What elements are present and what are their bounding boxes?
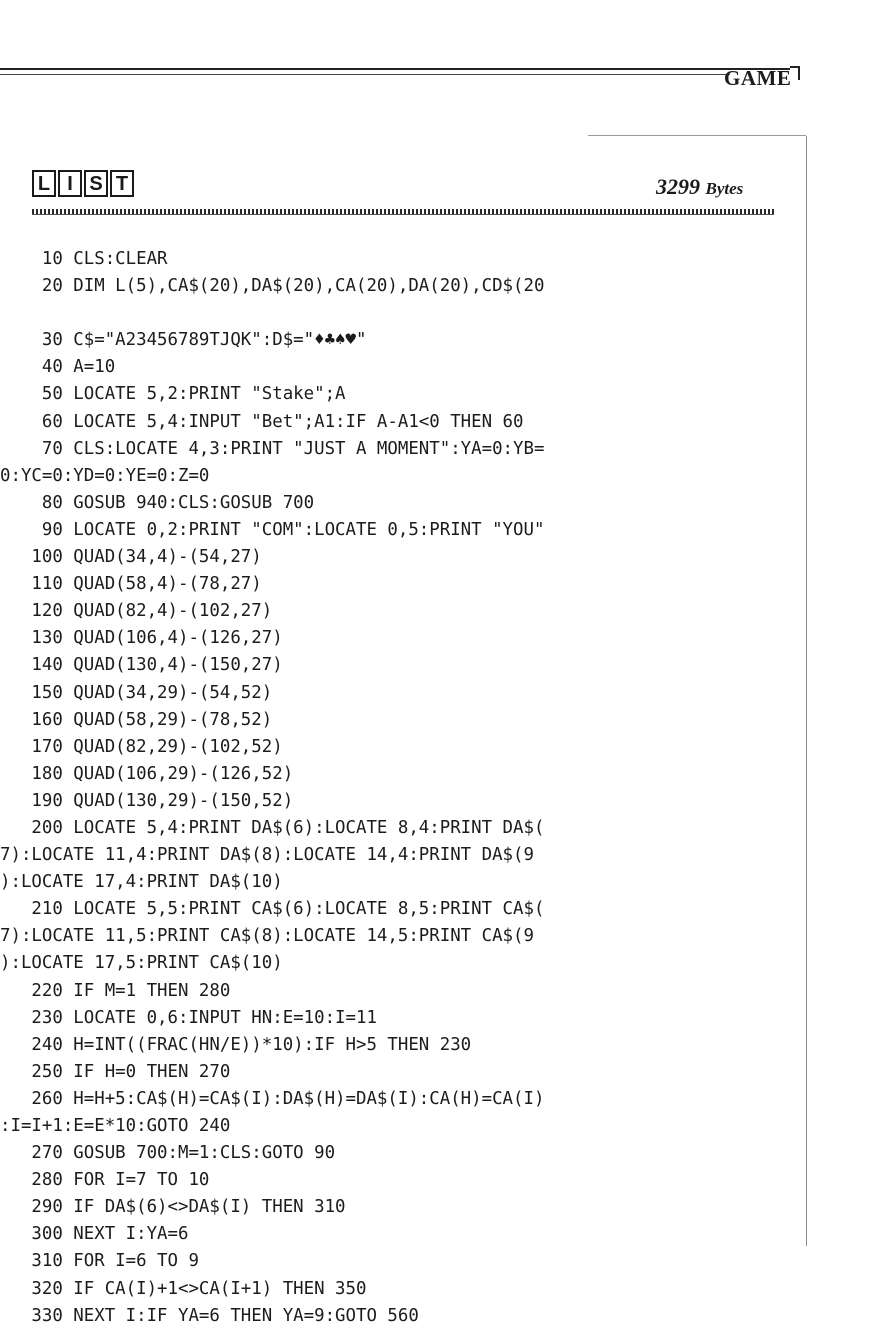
code-line: 160 QUAD(58,29)-(78,52) — [0, 709, 273, 730]
list-logo-letter: I — [58, 170, 82, 197]
code-line: 260 H=H+5:CA$(H)=CA$(I):DA$(H)=DA$(I):CA(H)=CA(I) — [0, 1088, 545, 1109]
code-line: 7):LOCATE 11,5:PRINT CA$(8):LOCATE 14,5:PRINT CA$(9 — [0, 926, 534, 947]
code-line: 320 IF CA(I)+1<>CA(I+1) THEN 350 — [0, 1278, 367, 1299]
code-line: ):LOCATE 17,4:PRINT DA$(10) — [0, 872, 283, 893]
code-line: 150 QUAD(34,29)-(54,52) — [0, 682, 273, 703]
code-listing — [0, 246, 790, 1330]
code-line: 270 GOSUB 700:M=1:CLS:GOTO 90 — [0, 1143, 336, 1164]
code-line: 10 CLS:CLEAR — [0, 249, 168, 269]
box-right-edge — [806, 136, 807, 1246]
list-logo-letter: L — [32, 170, 56, 197]
code-line: 130 QUAD(106,4)-(126,27) — [0, 628, 283, 649]
code-line: 50 LOCATE 5,2:PRINT "Stake";A — [0, 384, 346, 405]
corner-bracket — [790, 66, 800, 80]
header-rule-secondary — [0, 74, 730, 75]
code-line: 290 IF DA$(6)<>DA$(I) THEN 310 — [0, 1197, 346, 1218]
dotted-rule-underline — [32, 214, 774, 215]
code-line: 300 NEXT I:YA=6 — [0, 1224, 189, 1245]
code-line: 110 QUAD(58,4)-(78,27) — [0, 574, 262, 595]
program-size-value: 3299 — [656, 174, 700, 199]
code-line: 230 LOCATE 0,6:INPUT HN:E=10:I=11 — [0, 1007, 377, 1028]
code-line: 310 FOR I=6 TO 9 — [0, 1251, 199, 1272]
code-line: 330 NEXT I:IF YA=6 THEN YA=9:GOTO 560 — [0, 1305, 419, 1326]
list-logo-letter: S — [84, 170, 108, 197]
program-size — [656, 174, 743, 200]
code-line: 80 GOSUB 940:CLS:GOSUB 700 — [0, 492, 315, 513]
code-line: 100 QUAD(34,4)-(54,27) — [0, 547, 262, 568]
header-rule — [0, 68, 790, 70]
box-top-edge — [588, 135, 806, 136]
code-line: 180 QUAD(106,29)-(126,52) — [0, 763, 294, 784]
list-logo — [32, 170, 134, 197]
code-line: 190 QUAD(130,29)-(150,52) — [0, 790, 294, 811]
code-line: 120 QUAD(82,4)-(102,27) — [0, 601, 273, 622]
code-line: 0:YC=0:YD=0:YE=0:Z=0 — [0, 465, 210, 486]
code-line: 60 LOCATE 5,4:INPUT "Bet";A1:IF A-A1<0 THEN 60 — [0, 411, 524, 432]
code-line: 90 LOCATE 0,2:PRINT "COM":LOCATE 0,5:PRINT "YOU" — [0, 519, 545, 540]
program-size-unit: Bytes — [705, 179, 744, 198]
code-line: 200 LOCATE 5,4:PRINT DA$(6):LOCATE 8,4:PRINT DA$( — [0, 817, 545, 838]
section-label: GAME — [724, 66, 792, 90]
list-logo-letter: T — [110, 170, 134, 197]
code-line: 220 IF M=1 THEN 280 — [0, 980, 231, 1001]
code-line: 280 FOR I=7 TO 10 — [0, 1170, 210, 1191]
code-line: :I=I+1:E=E*10:GOTO 240 — [0, 1116, 231, 1136]
code-line: 240 H=INT((FRAC(HN/E))*10):IF H>5 THEN 230 — [0, 1034, 472, 1055]
code-line: 170 QUAD(82,29)-(102,52) — [0, 736, 283, 757]
code-line: 40 A=10 — [0, 357, 116, 378]
code-line: 250 IF H=0 THEN 270 — [0, 1061, 231, 1082]
code-line — [0, 300, 790, 327]
code-line: 210 LOCATE 5,5:PRINT CA$(6):LOCATE 8,5:PRINT CA$( — [0, 899, 545, 920]
code-line: 70 CLS:LOCATE 4,3:PRINT "JUST A MOMENT":YA=0:YB= — [0, 438, 545, 459]
code-line: 20 DIM L(5),CA$(20),DA$(20),CA(20),DA(20),CD$(20 — [0, 276, 545, 297]
code-line: 140 QUAD(130,4)-(150,27) — [0, 655, 283, 676]
code-line: ):LOCATE 17,5:PRINT CA$(10) — [0, 953, 283, 974]
code-line: 30 C$="A23456789TJQK":D$="♦♣♠♥" — [0, 330, 367, 351]
code-line: 7):LOCATE 11,4:PRINT DA$(8):LOCATE 14,4:PRINT DA$(9 — [0, 845, 534, 866]
